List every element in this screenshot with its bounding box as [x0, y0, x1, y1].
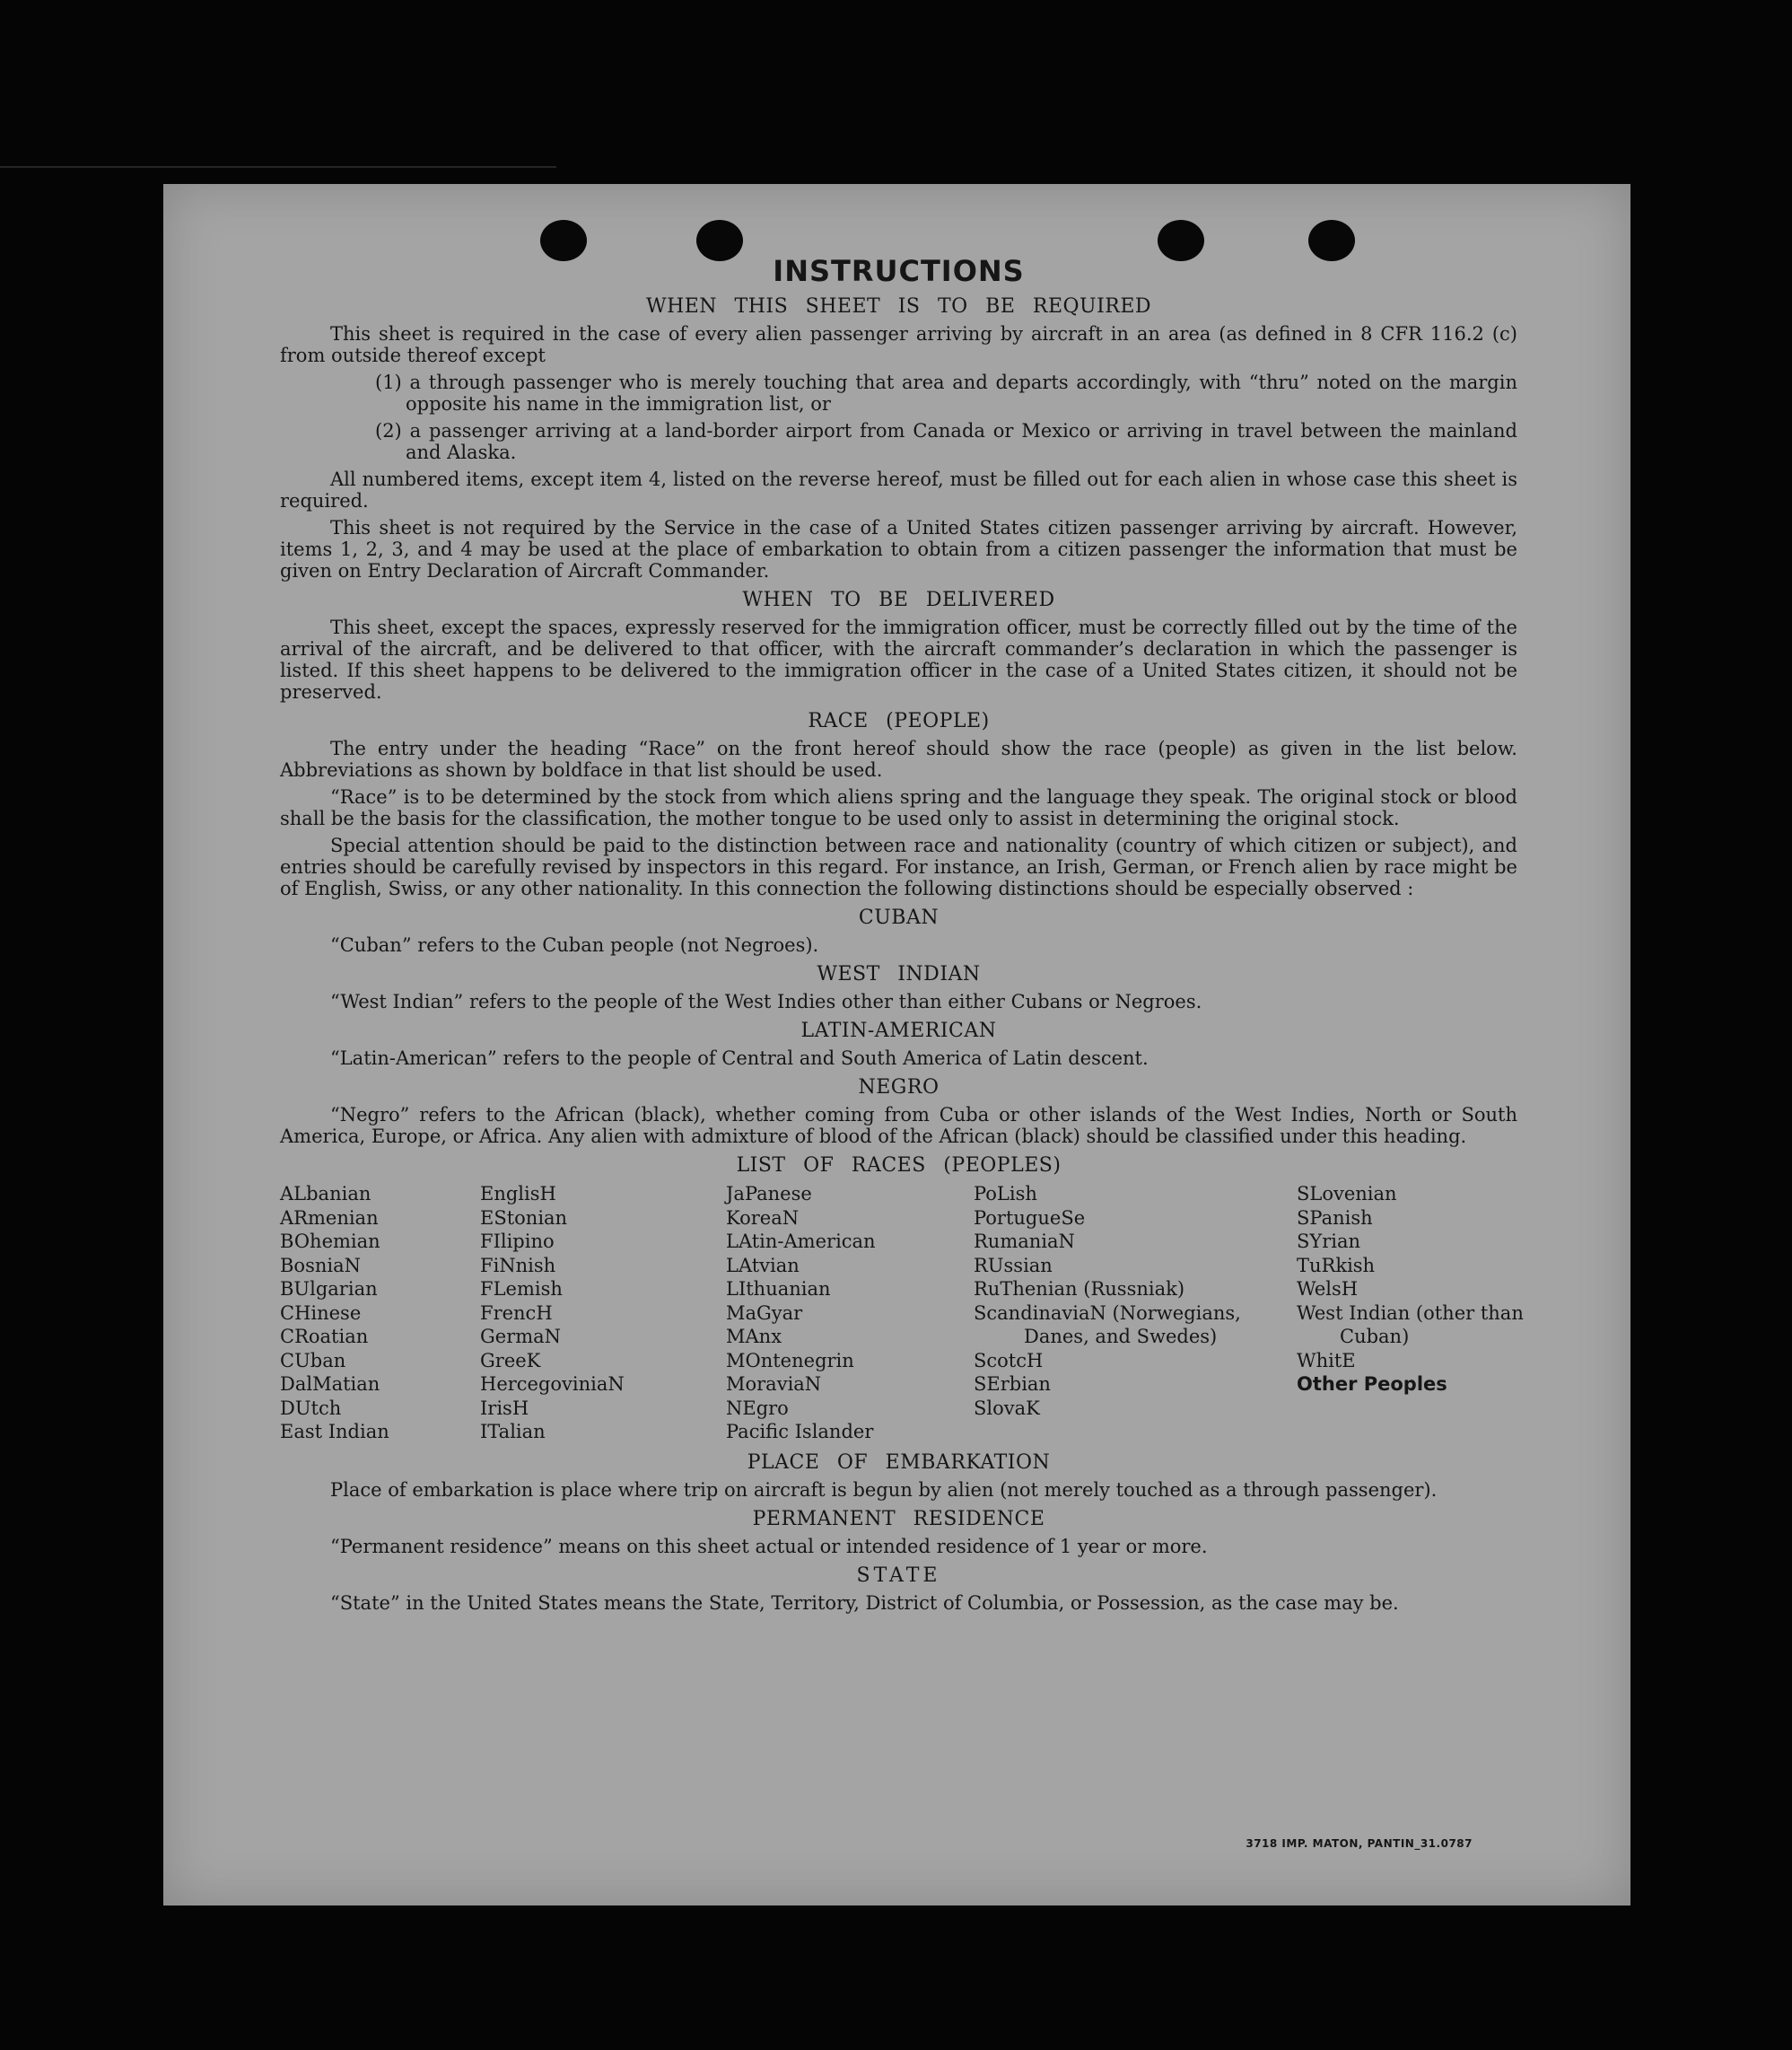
race-entry: FLemish — [480, 1278, 563, 1300]
race-entry: ITalian — [480, 1421, 546, 1442]
race-entry: SErbian — [974, 1373, 1051, 1395]
race-entry: FrencH — [480, 1301, 553, 1324]
paragraph: Place of embarkation is place where trip on aircraft is begun by alien (not merely touched as a through passenger). — [330, 1478, 1438, 1501]
paragraph: “Race” is to be determined by the stock from which aliens spring and the language they speak. The original stock or blood shall be the basis for the classification, the mother tongue to be used only to assist in determining the original stock. — [280, 786, 1517, 829]
punch-hole — [1308, 220, 1355, 261]
race-entry: KoreaN — [726, 1206, 800, 1229]
race-entry: PoLish — [974, 1183, 1037, 1205]
race-entry: WhitE — [1297, 1349, 1356, 1371]
race-entry: SlovaK — [974, 1397, 1040, 1419]
race-entry: BosniaN — [280, 1254, 361, 1276]
race-entry: Pacific Islander — [726, 1421, 874, 1442]
page-title: INSTRUCTIONS — [773, 254, 1025, 288]
paragraph: “State” in the United States means the State, Territory, District of Columbia, or Possession, as the case may be. — [330, 1591, 1399, 1614]
paragraph: This sheet, except the spaces, expressly reserved for the immigration officer, must be correctly filled out by the time of the arrival of the aircraft, and be delivered to that officer, with the aircraft commander’s declaration in which the passenger is listed. If this sheet happens to be delivered to the immigration officer in the case of a United States citizen, it should not be preserved. — [280, 617, 1517, 703]
paragraph: “Cuban” refers to the Cuban people (not Negroes). — [330, 934, 819, 956]
paragraph: “Latin-American” refers to the people of Central and South America of Latin descent. — [330, 1047, 1149, 1069]
races-column — [974, 1182, 1297, 1444]
exception-item: (2) a passenger arriving at a land-border airport from Canada or Mexico or arriving in travel between the mainland and Alaska. — [375, 420, 1517, 463]
race-entry: LAtin-American — [726, 1231, 876, 1252]
race-entry: HercegoviniaN — [480, 1373, 625, 1395]
race-entry: LAtvian — [726, 1254, 800, 1276]
race-entry: SYrian — [1297, 1231, 1361, 1252]
race-entry: West Indian (other than Cuban) — [1297, 1301, 1524, 1347]
race-entry: ScotcH — [974, 1349, 1044, 1371]
exception-item: (1) a through passenger who is merely touching that area and departs accordingly, with “thru” noted on the margin opposite his name in the immigration list, or — [375, 372, 1517, 415]
race-entry: LIthuanian — [726, 1278, 831, 1300]
printer-imprint: 3718 IMP. MATON, PANTIN_31.0787 — [1246, 1837, 1473, 1850]
race-entry: DalMatian — [280, 1373, 380, 1395]
heading-state: STATE — [856, 1564, 941, 1587]
race-entry: CRoatian — [280, 1326, 369, 1347]
race-entry: EStonian — [480, 1206, 568, 1229]
paragraph: “Permanent residence” means on this sheet actual or intended residence of 1 year or more. — [330, 1535, 1208, 1557]
race-entry: PortugueSe — [974, 1206, 1086, 1229]
paragraph: This sheet is required in the case of every alien passenger arriving by aircraft in an area (as defined in 8 CFR 116.2 (c) from outside thereof except — [280, 323, 1517, 366]
race-entry: Other Peoples — [1297, 1373, 1447, 1395]
paragraph: This sheet is not required by the Service in the case of a United States citizen passenger arriving by aircraft. However, items 1, 2, 3, and 4 may be used at the place of embarkation to obtain from a citizen passenger the information that must be given on Entry Declaration of Aircraft Commander. — [280, 517, 1517, 582]
race-entry: CUban — [280, 1349, 346, 1371]
race-entry: ARmenian — [280, 1206, 379, 1229]
races-column — [1297, 1182, 1524, 1444]
race-entry: GermaN — [480, 1326, 562, 1347]
heading-latin-american: LATIN-AMERICAN — [800, 1020, 997, 1042]
paragraph: The entry under the heading “Race” on the front hereof should show the race (people) as given in the list below. Abbreviations as shown by boldface in that list should be used. — [280, 738, 1517, 781]
race-entry: EnglisH — [480, 1183, 556, 1205]
heading-when-required: WHEN THIS SHEET IS TO BE REQUIRED — [645, 295, 1152, 318]
race-entry: BOhemian — [280, 1231, 380, 1252]
race-entry: MaGyar — [726, 1301, 803, 1324]
race-entry: WelsH — [1297, 1278, 1359, 1300]
race-entry: JaPanese — [726, 1183, 812, 1205]
race-entry: CHinese — [280, 1301, 362, 1324]
paragraph: “Negro” refers to the African (black), whether coming from Cuba or other islands of the West Indies, North or South America, Europe, or Africa. Any alien with admixture of blood of the African (black) should be classified under this heading. — [280, 1104, 1517, 1147]
races-column — [280, 1182, 480, 1444]
heading-list-of-races: LIST OF RACES (PEOPLES) — [736, 1154, 1062, 1177]
race-entry: RUssian — [974, 1254, 1053, 1276]
paragraph: Special attention should be paid to the distinction between race and nationality (country of which citizen or subject), and entries should be carefully revised by inspectors in this regard. For instance, an Irish, German, or French alien by race might be of English, Swiss, or any other nationality. In this connection the following distinctions should be especially observed : — [280, 835, 1517, 899]
race-entry: IrisH — [480, 1397, 529, 1419]
races-column — [726, 1182, 974, 1444]
race-entry: TuRkish — [1297, 1254, 1376, 1276]
race-entry: DUtch — [280, 1397, 342, 1419]
race-entry: RumaniaN — [974, 1231, 1075, 1252]
race-entry: ScandinaviaN (Norwegians, Danes, and Swedes) — [974, 1301, 1241, 1347]
race-entry: BUlgarian — [280, 1278, 378, 1300]
instruction-sheet — [163, 184, 1630, 1905]
heading-negro: NEGRO — [858, 1076, 940, 1099]
race-entry: MAnx — [726, 1326, 782, 1347]
race-entry: FIlipino — [480, 1231, 555, 1252]
punch-hole — [1158, 220, 1204, 261]
race-entry: FiNnish — [480, 1254, 556, 1276]
race-entry: SPanish — [1297, 1206, 1373, 1229]
race-entry: MOntenegrin — [726, 1349, 854, 1371]
paragraph: All numbered items, except item 4, listed on the reverse hereof, must be filled out for each alien in whose case this sheet is required. — [280, 469, 1517, 512]
race-entry: East Indian — [280, 1421, 389, 1442]
race-entry: GreeK — [480, 1349, 541, 1371]
heading-race: RACE (PEOPLE) — [808, 710, 990, 732]
race-entry: ALbanian — [280, 1183, 372, 1205]
punch-hole — [540, 220, 587, 261]
heading-cuban: CUBAN — [858, 907, 940, 929]
heading-permanent-residence: PERMANENT RESIDENCE — [752, 1507, 1045, 1530]
heading-west-indian: WEST INDIAN — [817, 963, 981, 986]
race-entry: NEgro — [726, 1397, 789, 1419]
paragraph: “West Indian” refers to the people of the West Indies other than either Cubans or Negroes. — [330, 991, 1202, 1012]
race-entry: MoraviaN — [726, 1373, 822, 1395]
races-column — [480, 1182, 726, 1444]
punch-hole — [696, 220, 743, 261]
heading-when-delivered: WHEN TO BE DELIVERED — [742, 589, 1055, 611]
race-entry: SLovenian — [1297, 1183, 1397, 1205]
races-list — [280, 1182, 1524, 1444]
heading-place-of-embarkation: PLACE OF EMBARKATION — [747, 1450, 1051, 1474]
race-entry: RuThenian (Russniak) — [974, 1278, 1185, 1300]
scan-edge-line — [0, 166, 556, 168]
